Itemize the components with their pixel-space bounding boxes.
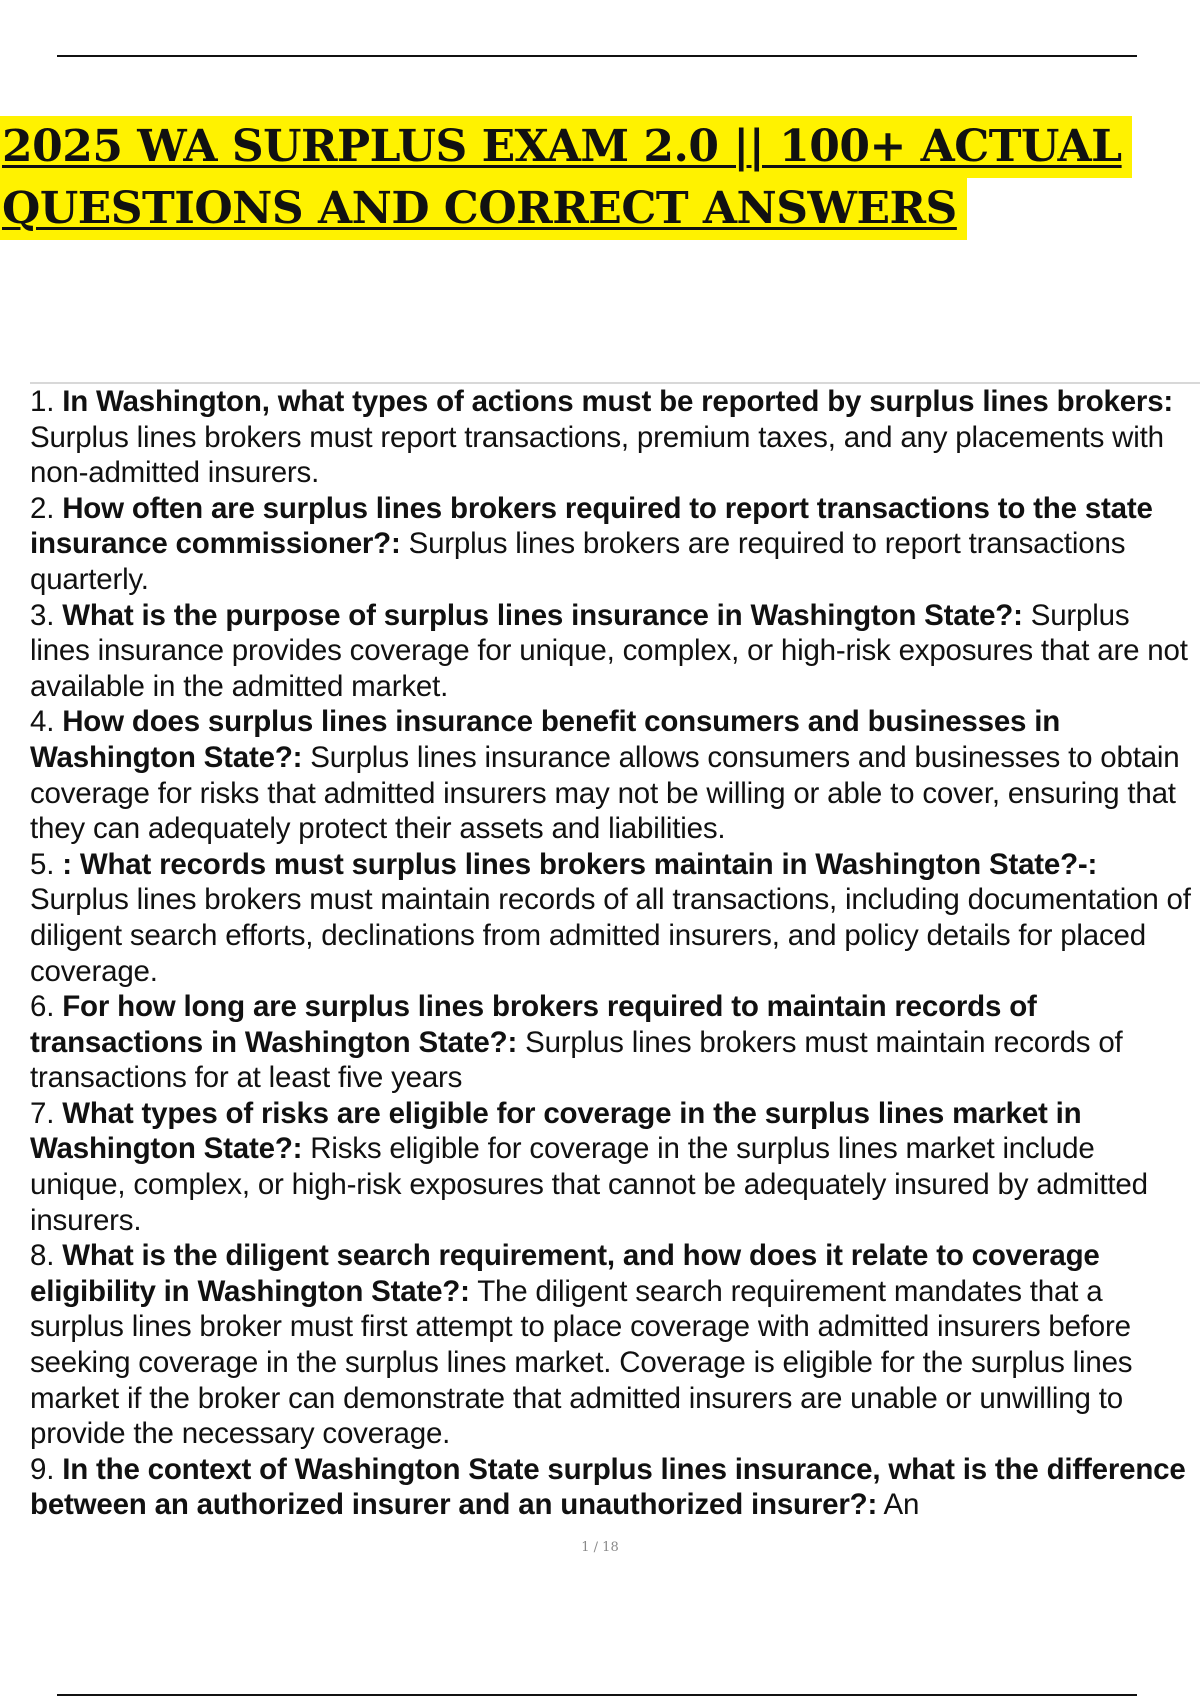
qa-list [30,384,1196,1523]
qa-question: In the context of Washington State surplus lines insurance, what is the difference between an authorized insurer and an unauthorized insurer?: [30,1452,1186,1522]
qa-number: 3. [30,598,55,632]
page-number: 1 / 18 [581,1540,619,1555]
qa-question: : What records must surplus lines brokers maintain in Washington State?-: [62,847,1098,881]
qa-question: What is the diligent search requirement, and how does it relate to coverage eligibility in Washington State?: [30,1239,1100,1308]
qa-question: What is the purpose of surplus lines insurance in Washington State?: [62,598,1023,632]
qa-question: What types of risks are eligible for coverage in the surplus lines market in Washington State?: [30,1096,1082,1166]
qa-item-6 [30,989,1196,1096]
qa-number: 9. [30,1452,55,1486]
qa-item-7 [30,1096,1196,1238]
qa-answer: Surplus lines brokers are required to report transactions quarterly. [30,527,1126,596]
qa-question: For how long are surplus lines brokers required to maintain records of transactions in Washington State?: [30,990,1037,1059]
qa-number: 2. [30,491,55,525]
qa-item-5 [30,847,1196,989]
qa-item-2 [30,491,1196,598]
qa-number: 4. [30,705,55,739]
title-line-1: 2025 WA SURPLUS EXAM 2.0 || 100+ ACTUAL [0,116,1132,178]
qa-answer: The diligent search requirement mandates that a surplus lines broker must first attempt to place coverage with admitted insurers before seeking coverage in the surplus lines market. Coverage is eligible for the surplus lines market if the broker can demonstrate that admitted insurers are unable or unwilling to provide the necessary coverage. [30,1274,1133,1451]
qa-number: 8. [30,1239,55,1273]
qa-number: 6. [30,990,55,1024]
qa-number: 1. [30,385,55,418]
qa-item-1 [30,384,1196,491]
qa-answer: Surplus lines brokers must maintain records of all transactions, including documentation of diligent search efforts, declinations from admitted insurers, and policy details for placed coverage. [30,883,1191,988]
qa-answer: Surplus lines insurance allows consumers and businesses to obtain coverage for risks that admitted insurers may not be willing or able to cover, ensuring that they can adequately protect their assets and liabilities. [30,740,1180,846]
qa-question: How does surplus lines insurance benefit consumers and businesses in Washington State?: [30,705,1061,774]
qa-answer: Surplus lines brokers must report transactions, premium taxes, and any placements with non-admitted insurers. [30,420,1164,490]
qa-number: 5. [30,847,55,881]
qa-item-3 [30,598,1196,705]
title-line-2: QUESTIONS AND CORRECT ANSWERS [0,178,967,240]
qa-answer: Surplus lines brokers must maintain records of transactions for at least five years [30,1025,1123,1095]
qa-item-4 [30,704,1196,846]
qa-answer: Surplus lines insurance provides coverage for unique, complex, or high-risk exposures that are not available in the admitted market. [30,598,1188,703]
qa-item-9 [30,1452,1196,1523]
qa-answer: An [883,1488,920,1522]
qa-item-8 [30,1238,1196,1452]
bottom-divider [57,1694,1137,1696]
qa-question: How often are surplus lines brokers required to report transactions to the state insurance commissioner?: [30,491,1153,561]
document-title [0,116,1200,240]
qa-answer: Risks eligible for coverage in the surplus lines market include unique, complex, or high-risk exposures that cannot be adequately insured by admitted insurers. [30,1132,1148,1237]
qa-number: 7. [30,1096,55,1130]
qa-question: In Washington, what types of actions must be reported by surplus lines brokers: [62,385,1174,418]
top-divider [57,55,1137,57]
